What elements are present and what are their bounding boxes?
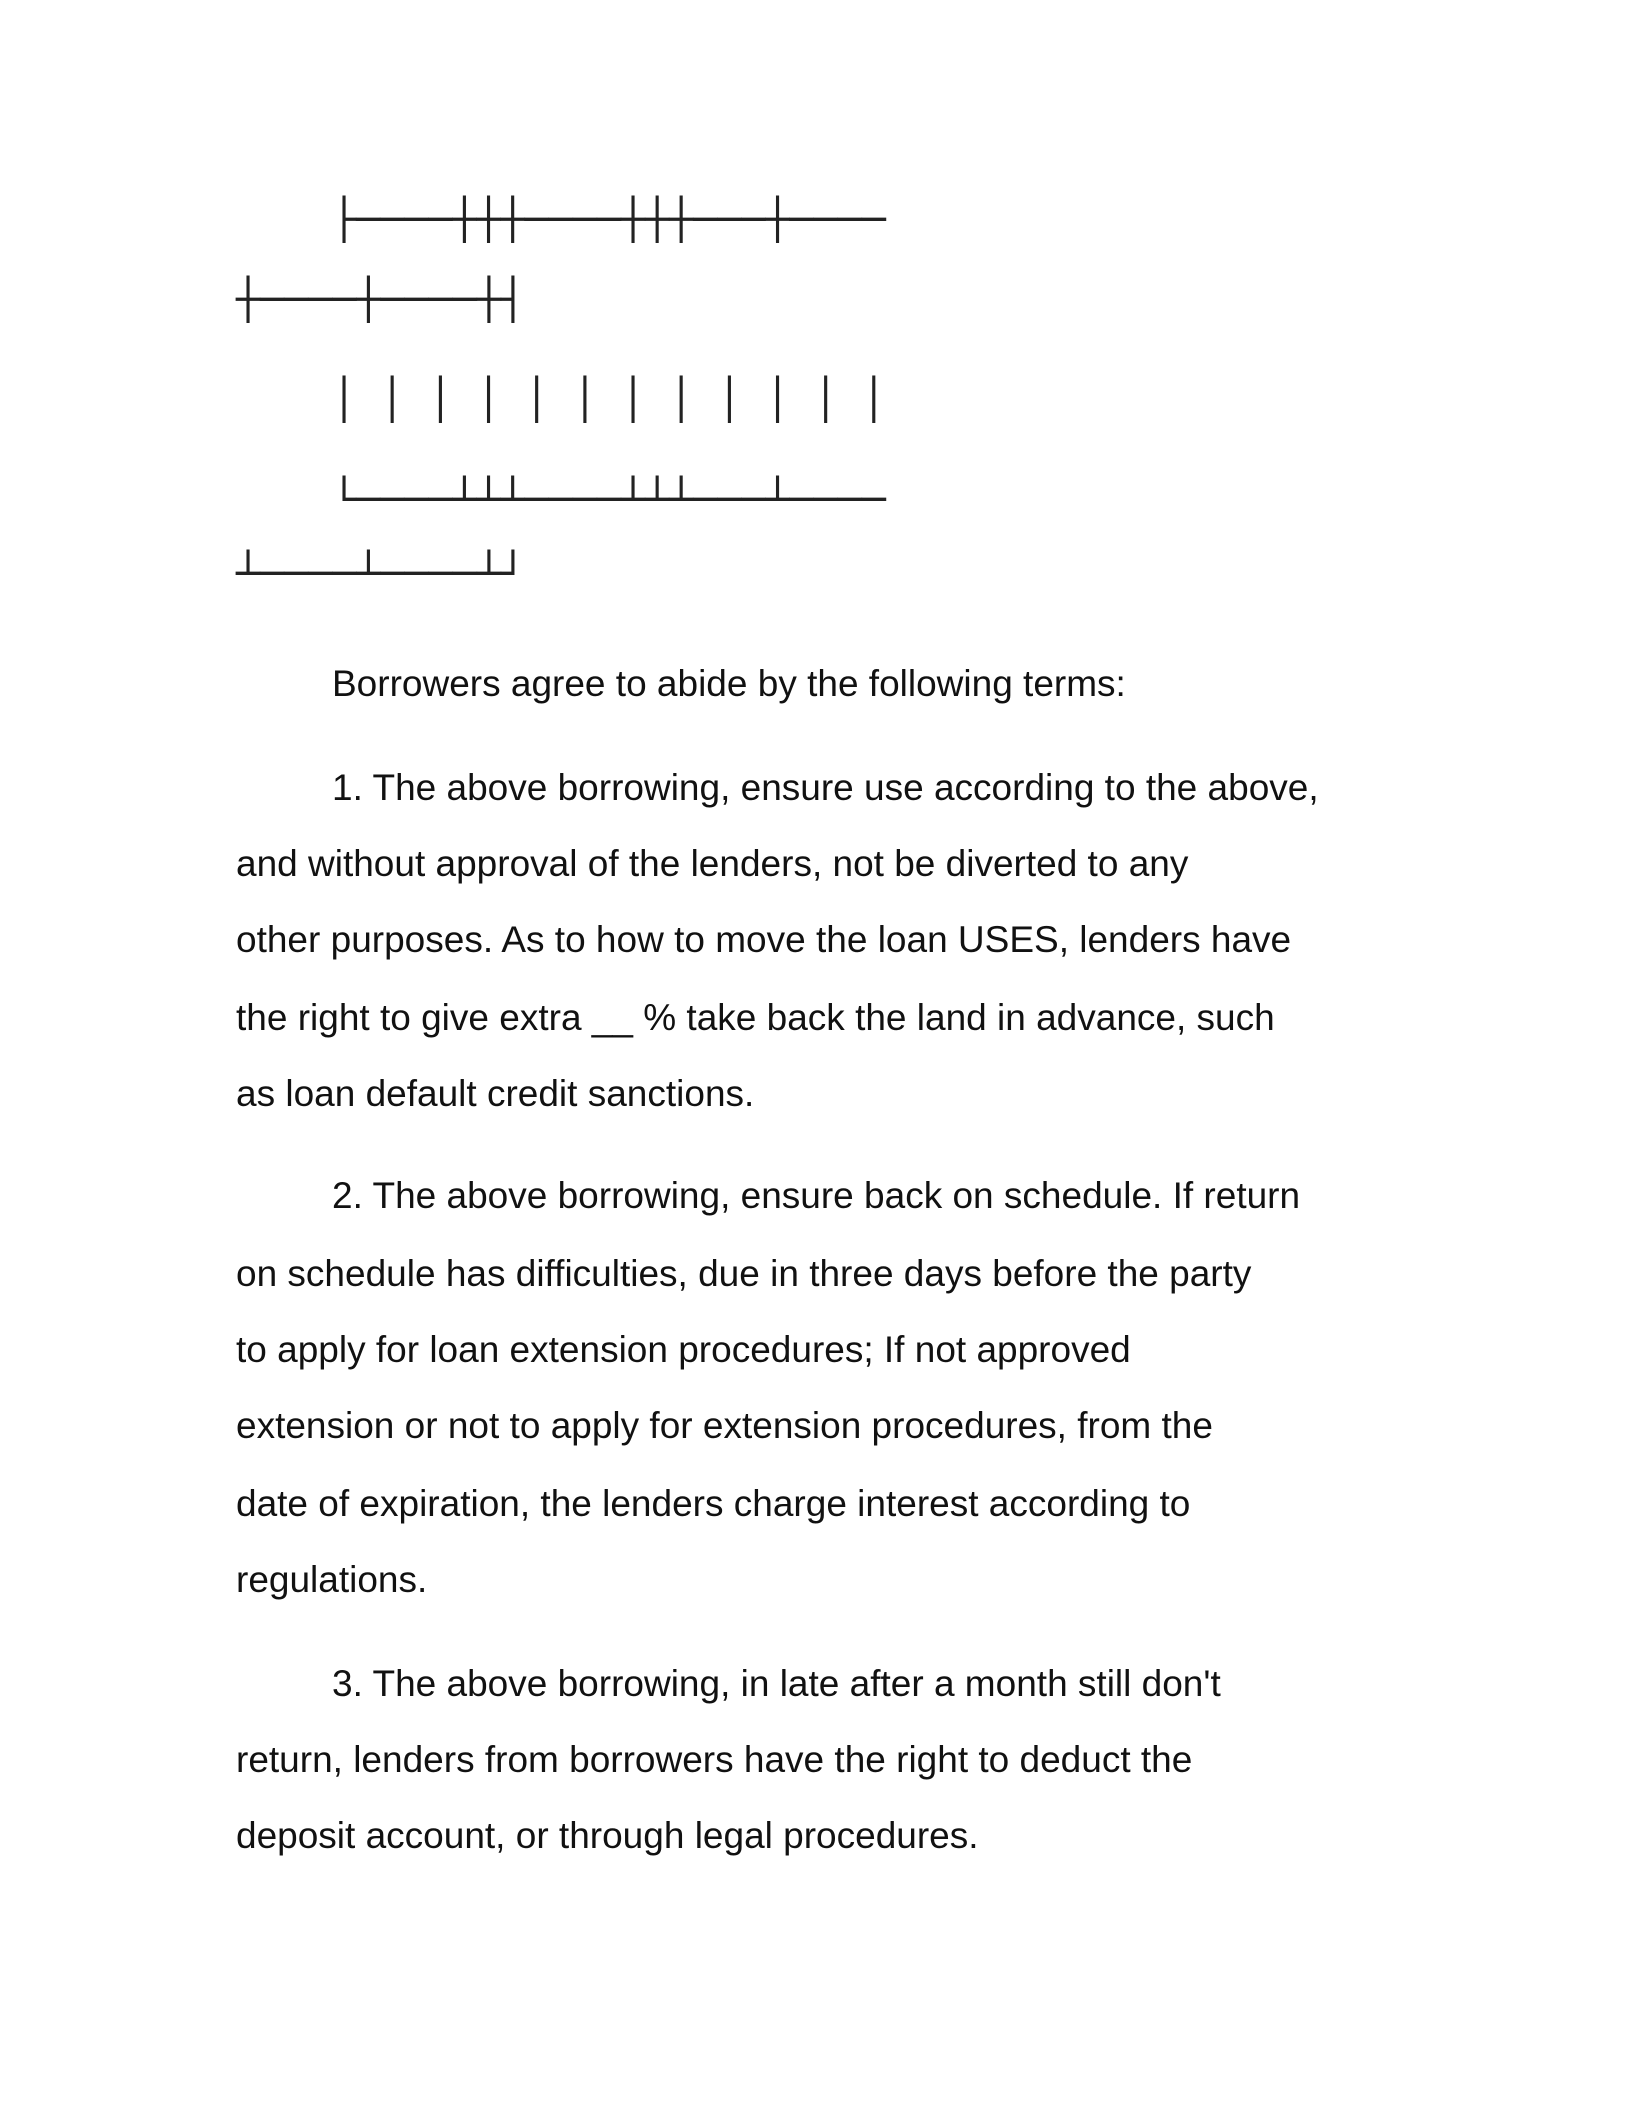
clause-1-line: other purposes. As to how to move the loan USES, lenders have [236,919,1292,960]
clause-2-line: extension or not to apply for extension procedures, from the [236,1405,1213,1446]
clause-2-line: regulations. [236,1559,428,1600]
table-top-border-continued: ┼────┼────┼┤ [236,277,525,323]
clause-2-line: date of expiration, the lenders charge interest according to [236,1483,1191,1524]
clause-2-line: 2. The above borrowing, ensure back on schedule. If return [332,1175,1301,1216]
table-bottom-border-continued: ┴────┴────┴┘ [236,551,525,597]
clause-2-line: to apply for loan extension procedures; If not approved [236,1329,1131,1370]
clause-1-line: 1. The above borrowing, ensure use according to the above, [332,767,1319,808]
clause-3-line: return, lenders from borrowers have the right to deduct the [236,1739,1193,1780]
clause-1-line: and without approval of the lenders, not be diverted to any [236,843,1189,884]
table-cell-row: │ │ │ │ │ │ │ │ │ │ │ │ [332,377,886,423]
clause-1-line: as loan default credit sanctions. [236,1073,755,1114]
table-bottom-border: └────┴┴┴────┴┴┴───┴──── [332,477,886,523]
clause-3-line: deposit account, or through legal procedures. [236,1815,979,1856]
clause-1-line: the right to give extra __ % take back the land in advance, such [236,997,1275,1038]
clause-3-line: 3. The above borrowing, in late after a month still don't [332,1663,1221,1704]
terms-intro: Borrowers agree to abide by the following terms: [332,663,1126,704]
clause-2-line: on schedule has difficulties, due in three days before the party [236,1253,1252,1294]
table-top-border: ├────┼┼┼────┼┼┼───┼──── [332,197,886,243]
